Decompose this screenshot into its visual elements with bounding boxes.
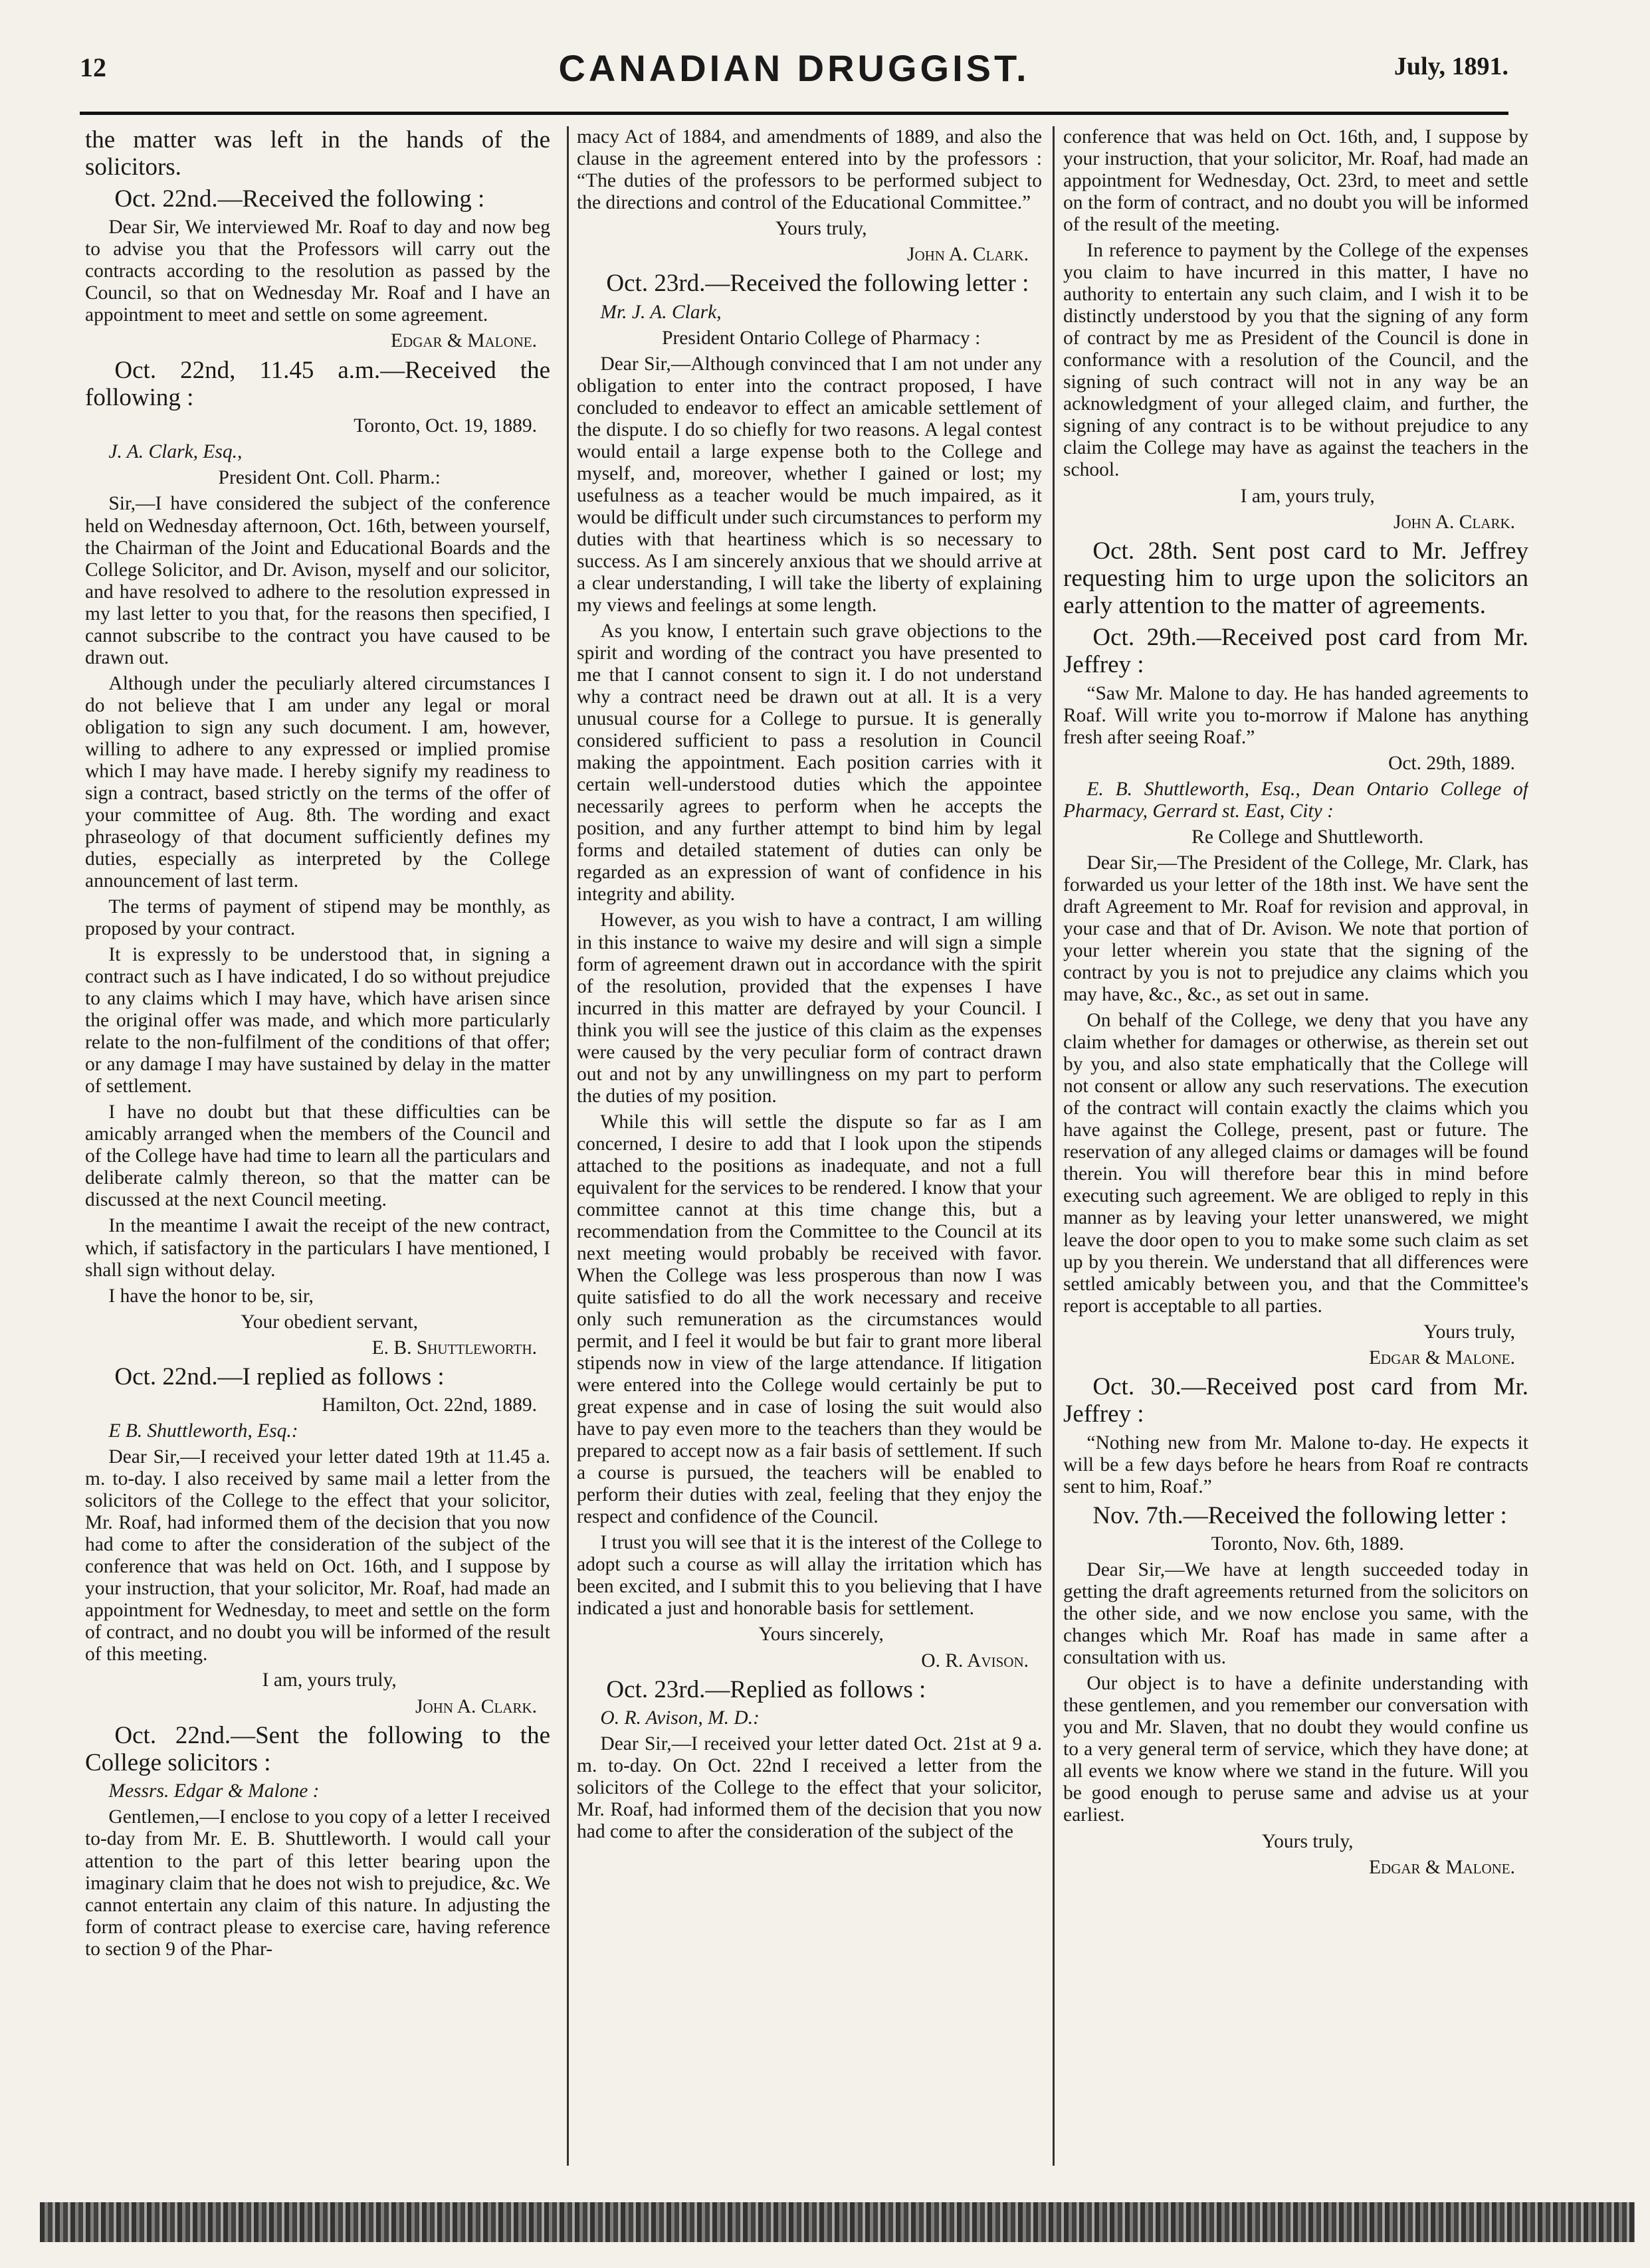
letter-body: Although under the peculiarly altered circumstances I do not believe that I am under any legal or moral obligation to sign any such document. I am, however, willing to adhere to any expressed or implied promise which I may have made. I hereby signify my readiness to sign a contract, based strictly on the terms of the offer of your committee of Aug. 8th. The wording and exact phraseology of that document sufficiently defines my duties, especially as interpreted by the College announcement of last term.	[85, 672, 550, 892]
letter-body: On behalf of the College, we deny that you have any claim whether for damages or otherwise, as therein set out by you, and also state emphatically that the College will not consent or allow any such reservations. The execution of the contract will contain exactly the claims which you have against the College, present, past or future. The reservation of any alleged claims or damages will be found therein. You will therefore bear this in mind before executing such agreement. We are obliged to reply in this manner as by leaving your letter unanswered, we might leave the door open to you to make some such claim as set up by you therein. We understand that all differences were settled amicably between you, and that the Committee's report is acceptable to all parties.	[1063, 1010, 1528, 1317]
entry-heading: Oct. 23rd.—Received the following letter :	[606, 270, 1029, 298]
letter-body: I have no doubt but that these difficulties can be amicably arranged when the members of the Council and of the College have had time to learn all the particulars and deliberate calmly thereon, so that the matter can be discussed at the next Council meeting.	[85, 1101, 550, 1211]
letter-body: conference that was held on Oct. 16th, and, I suppose by your instruction, that your solicitor, Mr. Roaf, had made an appointment for Wednesday, Oct. 23rd, to meet and settle on the form of contract, and no doubt you will be informed of the result of the meeting.	[1063, 126, 1528, 236]
page-header	[80, 47, 1508, 92]
letter-body: I trust you will see that it is the interest of the College to adopt such a course as will allay the irritation which has been excited, and I submit this to you believing that I have indicated a just and honorable basis for settlement.	[577, 1532, 1042, 1620]
entry-heading: Oct. 29th.—Received post card from Mr. Jeffrey :	[1063, 623, 1528, 679]
addressee-title: President Ontario College of Pharmacy :	[662, 327, 981, 349]
signature: Edgar & Malone.	[1369, 1856, 1515, 1878]
letter-body: macy Act of 1884, and amendments of 1889, and also the clause in the agreement entered into by the professors : “The duties of the professors to be performed subject to the directions and control of the Educational Committee.”	[577, 126, 1042, 214]
letter-closing: Yours sincerely,	[758, 1624, 884, 1646]
letter-body: Dear Sir,—I received your letter dated 19th at 11.45 a. m. to-day. I also received by same mail a letter from the solicitors of the College to the effect that your solicitor, Mr. Roaf, had informed them of the decision that you now had come to after the consideration of the subject of the conference that was held on Oct. 16th, and I suppose by your instruction, that your solicitor, Mr. Roaf, had made an appointment for Wednesday, to meet and settle on the form of contract, and no doubt you will be informed of the result of this meeting.	[85, 1446, 550, 1665]
dateline: Oct. 29th, 1889.	[1388, 752, 1515, 774]
letter-body: As you know, I entertain such grave objections to the spirit and wording of the contract you have presented to me that I cannot consent to sign it. I do not understand why a contract need be drawn out at all. It is a very unusual course for a College to pursue. It is generally considered sufficient to pass a resolution in Council making the appointment. Each position carries with it certain well-understood duties which the appointee necessarily agrees to perform when he accepts the position, and any further attempt to bind him by legal forms and detailed statement of duties can only be regarded as an expression of want of confidence in his integrity and ability.	[577, 620, 1042, 905]
letter-body: Dear Sir, We interviewed Mr. Roaf to day and now beg to advise you that the Professors will carry out the contracts according to the resolution as passed by the Council, so that on Wednesday Mr. Roaf and I have an appointment to meet and settle on some agreement.	[85, 217, 550, 326]
letter-body: Gentlemen,—I enclose to you copy of a letter I received to-day from Mr. E. B. Shuttleworth. I would call your attention to the part of this letter bearing upon the imaginary claim that he does not wish to prejudice, &c. We cannot entertain any claim of this nature. In adjusting the form of contract please to exercise care, having reference to section 9 of the Phar-	[85, 1806, 550, 1960]
letter-body: In the meantime I await the receipt of the new contract, which, if satisfactory in the particulars I have mentioned, I shall sign without delay.	[85, 1215, 550, 1281]
signature: E. B. Shuttleworth.	[371, 1337, 537, 1359]
journal-title: CANADIAN DRUGGIST.	[558, 47, 1030, 89]
letter-body: Dear Sir,—I received your letter dated Oct. 21st at 9 a. m. to-day. On Oct. 22nd I received a letter from the solicitors of the College to the effect that your solicitor, Mr. Roaf, had informed them of the decision that you now had come to after the consideration of the subject of the	[577, 1733, 1042, 1843]
paragraph: the matter was left in the hands of the solicitors.	[85, 126, 550, 181]
entry-heading: Oct. 22nd.—I replied as follows :	[114, 1363, 445, 1390]
column-divider-1	[567, 126, 569, 2166]
entry-heading: Oct. 23rd.—Replied as follows :	[606, 1675, 926, 1703]
addressee: E B. Shuttleworth, Esq.:	[108, 1420, 298, 1442]
letter-body: In reference to payment by the College of the expenses you claim to have incurred in this matter, I have no authority to entertain any such claim, and I wish it to be distinctly understood by you that the signing of any form of contract by me as President of the Council is done in conformance with a resolution of the Council, and the signing of such contract will not in any way be an acknowledgment of your alleged claim, and further, the signing of any contract is to be without prejudice to any claim the College may have as against the teachers in the school.	[1063, 240, 1528, 481]
dateline: Hamilton, Oct. 22nd, 1889.	[322, 1394, 537, 1416]
letter-closing: Yours truly,	[1423, 1321, 1515, 1343]
letter-closing: I am, yours truly,	[1240, 485, 1375, 507]
subject-line: Re College and Shuttleworth.	[1191, 826, 1424, 848]
letter-body: Dear Sir,—We have at length succeeded today in getting the draft agreements returned from the solicitors on the other side, and we now enclose you same, with the changes which Mr. Roaf has made in same after a consultation with us.	[1063, 1559, 1528, 1669]
signature: O. R. Avison.	[921, 1650, 1029, 1671]
letter-closing: I have the honor to be, sir,	[108, 1285, 314, 1307]
letter-closing: Yours truly,	[775, 218, 867, 240]
letter-body: Dear Sir,—The President of the College, Mr. Clark, has forwarded us your letter of the 18th inst. We have sent the draft Agreement to Mr. Roaf for revision and approval, in your case and that of Dr. Avison. We note that portion of your letter wherein you state that the signing of the contract by you is not to prejudice any claims which you may have, &c., &c., as set out in same.	[1063, 852, 1528, 1006]
column-divider-2	[1053, 126, 1055, 2166]
dateline: Toronto, Nov. 6th, 1889.	[1211, 1533, 1404, 1555]
post-card-quote: “Saw Mr. Malone to day. He has handed agreements to Roaf. Will write you to-morrow if Malone has anything fresh after seeing Roaf.”	[1063, 682, 1528, 748]
letter-body: It is expressly to be understood that, in signing a contract such as I have indicated, I do so without prejudice to any claims which I may have, which have arisen since the original offer was made, and which more particularly relate to the non-fulfilment of the conditions of that offer; or any damage I may have sustained by delay in the matter of settlement.	[85, 944, 550, 1097]
dateline: Toronto, Oct. 19, 1889.	[354, 415, 537, 437]
addressee: J. A. Clark, Esq.,	[108, 441, 243, 463]
signature: Edgar & Malone.	[391, 330, 537, 352]
addressee: E. B. Shuttleworth, Esq., Dean Ontario College of Pharmacy, Gerrard st. East, City :	[1063, 778, 1528, 822]
letter-body: However, as you wish to have a contract, I am willing in this instance to waive my desire and will sign a simple form of agreement drawn out in accordance with the spirit of the resolution, provided that the expenses I have incurred in this matter are defrayed by your Council. I think you will see the justice of this claim as the expenses were caused by the very peculiar form of contract drawn out and not by any unwillingness on my part to perform the duties of my position.	[577, 909, 1042, 1107]
signature: Edgar & Malone.	[1369, 1347, 1515, 1369]
entry-heading: Oct. 30.—Received post card from Mr. Jeffrey :	[1063, 1372, 1528, 1428]
column-3	[1063, 126, 1528, 2166]
page-number: 12	[80, 52, 106, 82]
entry-heading: Nov. 7th.—Received the following letter :	[1092, 1501, 1507, 1529]
post-card-quote: “Nothing new from Mr. Malone to-day. He expects it will be a few days before he hears from Roaf re contracts sent to him, Roaf.”	[1063, 1432, 1528, 1497]
letter-closing: I am, yours truly,	[262, 1669, 397, 1691]
letter-closing: Your obedient servant,	[241, 1311, 418, 1333]
letter-body: Sir,—I have considered the subject of the conference held on Wednesday afternoon, Oct. 16th, between yourself, the Chairman of the Joint and Educational Boards and the College Solicitor, and Dr. Avison, myself and our solicitor, and have resolved to adhere to the resolution expressed in my last letter to you that, for the reasons then specified, I cannot subscribe to the contract you have caused to be drawn out.	[85, 493, 550, 668]
entry-heading: Oct. 22nd, 11.45 a.m.—Received the following :	[85, 356, 550, 411]
column-2	[577, 126, 1042, 2166]
letter-body: While this will settle the dispute so far as I am concerned, I desire to add that I look upon the stipends attached to the positions as inadequate, and not a full equivalent for the services to be rendered. I know that your committee cannot at this time change this, but a recommendation from the Committee to the Council at its next meeting would probably be received with favor. When the College was less prosperous than now I was quite satisfied to do all the work necessary and receive only such remuneration as the circumstances would permit, and I feel it would be but fair to grant more liberal stipends now in view of the large attendance. If litigation were entered into the College would certainly be put to great expense and in case of losing the suit would also have to pay even more to the teachers than they would be prepared to accept now as a fair basis of settlement. If such a course is pursued, the teachers will be enabled to perform their duties with zeal, feeling that they enjoy the respect and confidence of the Council.	[577, 1111, 1042, 1528]
addressee-title: President Ont. Coll. Pharm.:	[218, 467, 441, 489]
addressee: Mr. J. A. Clark,	[600, 301, 722, 323]
entry-heading: Oct. 22nd.—Received the following :	[114, 185, 485, 213]
issue-date: July, 1891.	[1393, 52, 1508, 80]
signature: John A. Clark.	[907, 244, 1029, 266]
letter-body: Our object is to have a definite understanding with these gentlemen, and you remember our conversation with you and Mr. Slaven, that no doubt they would confine us to a very general term of service, which they have done; at all events we know where we stand in the future. Will you be good enough to peruse same and advise us at your earliest.	[1063, 1673, 1528, 1826]
signature: John A. Clark.	[1393, 511, 1515, 533]
addressee: Messrs. Edgar & Malone :	[108, 1780, 320, 1802]
addressee: O. R. Avison, M. D.:	[600, 1707, 760, 1729]
scan-edge-strip	[40, 2202, 1635, 2242]
entry-heading: Oct. 22nd.—Sent the following to the College solicitors :	[85, 1721, 550, 1776]
letter-body: Dear Sir,—Although convinced that I am not under any obligation to enter into the contract proposed, I have concluded to endeavor to effect an amicable settlement of the dispute. I do so chiefly for two reasons. A legal contest would entail a large expense both to the College and myself, and, moreover, whether I gained or lost; my usefulness as a teacher would be much impaired, as it would be difficult under such circumstances to perform my duties with that heartiness which is so necessary to success. As I am sincerely anxious that we should arrive at a clear understanding, I will take the liberty of explaining my views and feelings at some length.	[577, 353, 1042, 616]
column-1	[85, 126, 550, 2166]
letter-closing: Yours truly,	[1261, 1830, 1354, 1852]
header-rule	[80, 112, 1508, 115]
entry-heading: Oct. 28th. Sent post card to Mr. Jeffrey requesting him to urge upon the solicitors an early attention to the matter of agreements.	[1063, 537, 1528, 620]
letter-body: The terms of payment of stipend may be monthly, as proposed by your contract.	[85, 896, 550, 940]
signature: John A. Clark.	[415, 1695, 537, 1717]
